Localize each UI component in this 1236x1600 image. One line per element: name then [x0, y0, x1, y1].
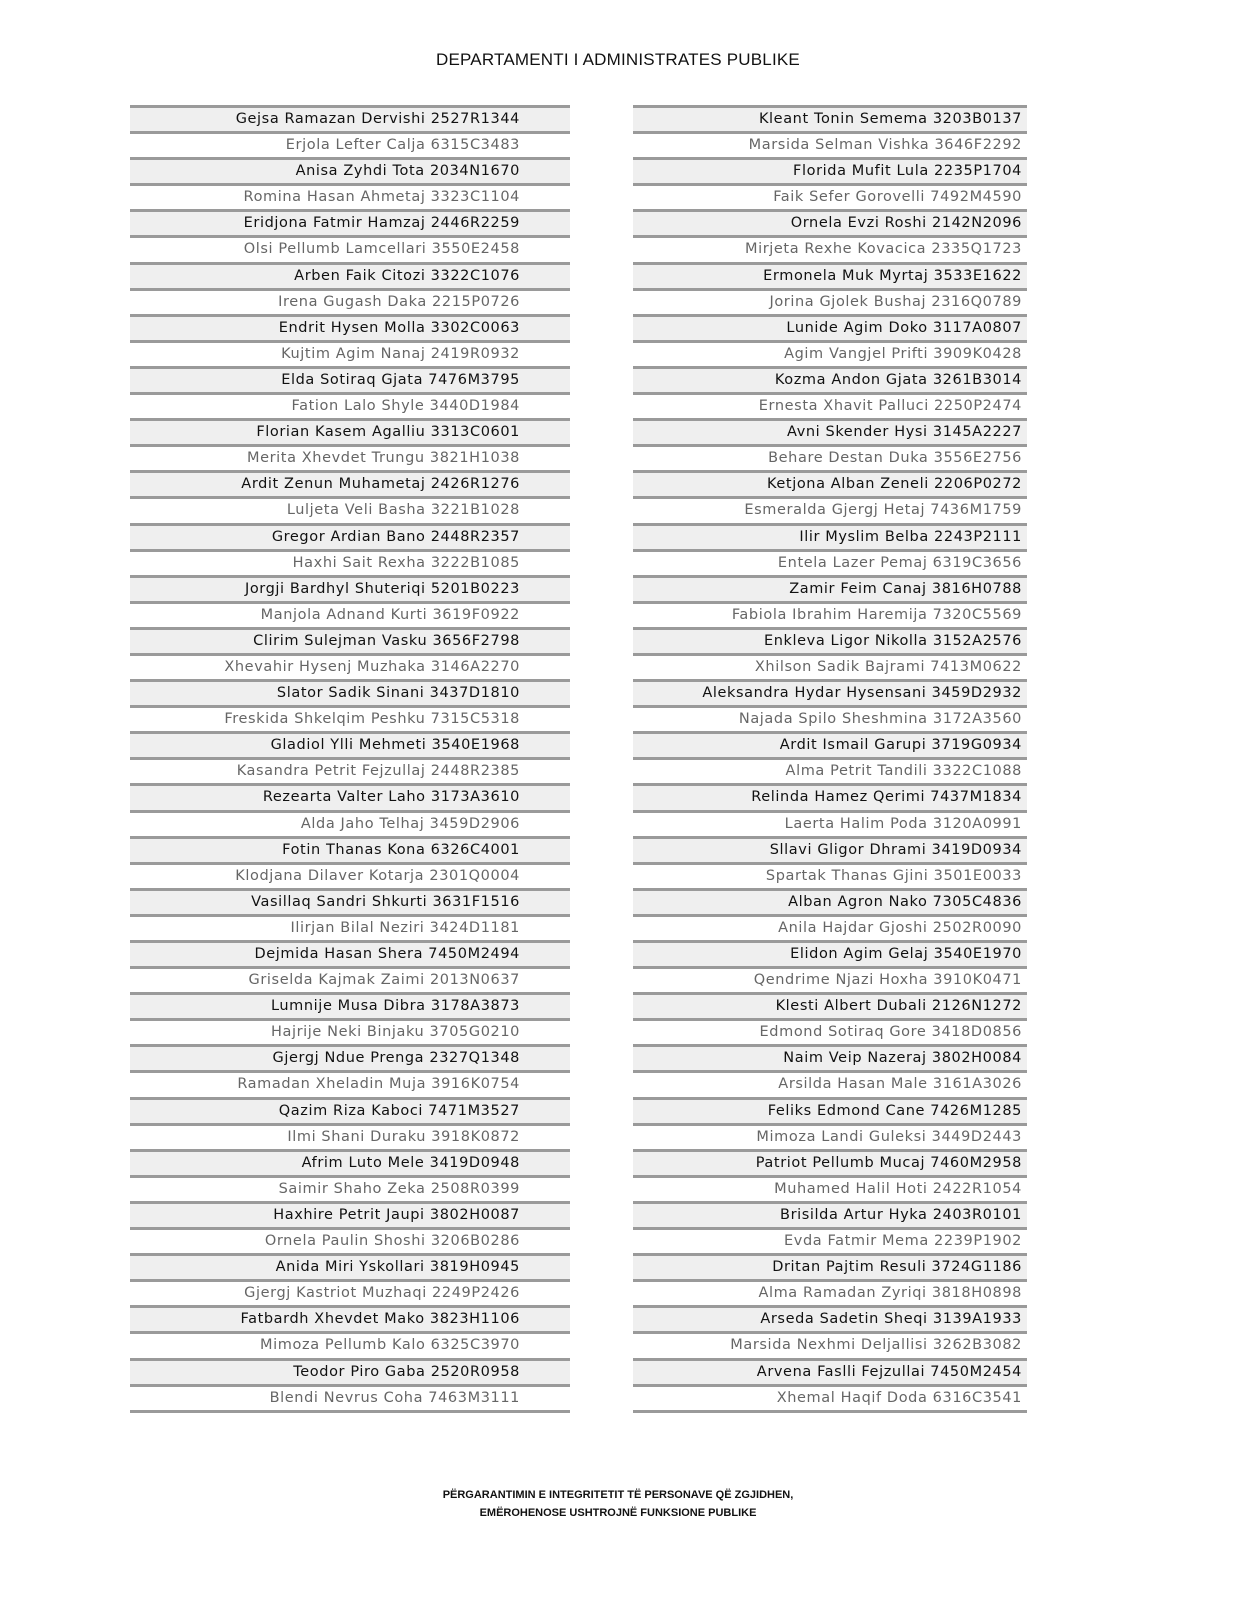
list-item: Marsida Selman Vishka 3646F2292: [633, 131, 1027, 157]
list-item: Jorina Gjolek Bushaj 2316Q0789: [633, 288, 1027, 314]
list-item: Ilir Myslim Belba 2243P2111: [633, 523, 1027, 549]
list-item: Endrit Hysen Molla 3302C0063: [130, 314, 570, 340]
list-item: Gladiol Ylli Mehmeti 3540E1968: [130, 731, 570, 757]
list-item: Behare Destan Duka 3556E2756: [633, 444, 1027, 470]
list-item: Marsida Nexhmi Deljallisi 3262B3082: [633, 1331, 1027, 1357]
list-item: Alban Agron Nako 7305C4836: [633, 888, 1027, 914]
list-item: Alma Petrit Tandili 3322C1088: [633, 757, 1027, 783]
list-item: Gjergj Kastriot Muzhaqi 2249P2426: [130, 1279, 570, 1305]
list-item: Laerta Halim Poda 3120A0991: [633, 810, 1027, 836]
list-item: Eridjona Fatmir Hamzaj 2446R2259: [130, 209, 570, 235]
list-item: Edmond Sotiraq Gore 3418D0856: [633, 1018, 1027, 1044]
list-item: Mimoza Pellumb Kalo 6325C3970: [130, 1331, 570, 1357]
list-item: Ornela Paulin Shoshi 3206B0286: [130, 1227, 570, 1253]
list-item: Muhamed Halil Hoti 2422R1054: [633, 1175, 1027, 1201]
list-item: Kasandra Petrit Fejzullaj 2448R2385: [130, 757, 570, 783]
list-item: Luljeta Veli Basha 3221B1028: [130, 496, 570, 522]
list-item: Naim Veip Nazeraj 3802H0084: [633, 1044, 1027, 1070]
list-item: Entela Lazer Pemaj 6319C3656: [633, 549, 1027, 575]
list-item: Najada Spilo Sheshmina 3172A3560: [633, 705, 1027, 731]
list-item: Qazim Riza Kaboci 7471M3527: [130, 1097, 570, 1123]
list-item: Zamir Feim Canaj 3816H0788: [633, 575, 1027, 601]
list-item: Anida Miri Yskollari 3819H0945: [130, 1253, 570, 1279]
list-item: Ketjona Alban Zeneli 2206P0272: [633, 470, 1027, 496]
list-item: Ornela Evzi Roshi 2142N2096: [633, 209, 1027, 235]
list-item: Spartak Thanas Gjini 3501E0033: [633, 862, 1027, 888]
list-item: Ernesta Xhavit Palluci 2250P2474: [633, 392, 1027, 418]
list-item: Elda Sotiraq Gjata 7476M3795: [130, 366, 570, 392]
list-item: Olsi Pellumb Lamcellari 3550E2458: [130, 235, 570, 261]
list-item: Teodor Piro Gaba 2520R0958: [130, 1358, 570, 1384]
list-item: Ilirjan Bilal Neziri 3424D1181: [130, 914, 570, 940]
list-item: Aleksandra Hydar Hysensani 3459D2932: [633, 679, 1027, 705]
list-item: Florida Mufit Lula 2235P1704: [633, 157, 1027, 183]
list-item: Haxhi Sait Rexha 3222B1085: [130, 549, 570, 575]
list-item: Avni Skender Hysi 3145A2227: [633, 418, 1027, 444]
list-item: Brisilda Artur Hyka 2403R0101: [633, 1201, 1027, 1227]
list-item: Evda Fatmir Mema 2239P1902: [633, 1227, 1027, 1253]
list-item: Fation Lalo Shyle 3440D1984: [130, 392, 570, 418]
list-item: Kujtim Agim Nanaj 2419R0932: [130, 340, 570, 366]
list-item: Arvena Faslli Fejzullai 7450M2454: [633, 1358, 1027, 1384]
footer-line-2: EMËROHENOSE USHTROJNË FUNKSIONE PUBLIKE: [479, 1507, 757, 1519]
list-item: Erjola Lefter Calja 6315C3483: [130, 131, 570, 157]
list-item: Arben Faik Citozi 3322C1076: [130, 262, 570, 288]
list-item: Florian Kasem Agalliu 3313C0601: [130, 418, 570, 444]
list-item: Merita Xhevdet Trungu 3821H1038: [130, 444, 570, 470]
list-item: Xhilson Sadik Bajrami 7413M0622: [633, 653, 1027, 679]
list-item: Esmeralda Gjergj Hetaj 7436M1759: [633, 496, 1027, 522]
list-item: Fotin Thanas Kona 6326C4001: [130, 836, 570, 862]
list-item: Mirjeta Rexhe Kovacica 2335Q1723: [633, 235, 1027, 261]
list-item: Haxhire Petrit Jaupi 3802H0087: [130, 1201, 570, 1227]
list-item: Faik Sefer Gorovelli 7492M4590: [633, 183, 1027, 209]
list-item: Kozma Andon Gjata 3261B3014: [633, 366, 1027, 392]
list-item: Fatbardh Xhevdet Mako 3823H1106: [130, 1305, 570, 1331]
names-list-right: [633, 105, 1027, 1413]
list-item: Vasillaq Sandri Shkurti 3631F1516: [130, 888, 570, 914]
list-item: Relinda Hamez Qerimi 7437M1834: [633, 783, 1027, 809]
list-item: Qendrime Njazi Hoxha 3910K0471: [633, 966, 1027, 992]
list-item: Anisa Zyhdi Tota 2034N1670: [130, 157, 570, 183]
list-item: Irena Gugash Daka 2215P0726: [130, 288, 570, 314]
list-item: Alma Ramadan Zyriqi 3818H0898: [633, 1279, 1027, 1305]
list-item: Klesti Albert Dubali 2126N1272: [633, 992, 1027, 1018]
list-item: Fabiola Ibrahim Haremija 7320C5569: [633, 601, 1027, 627]
list-item: Patriot Pellumb Mucaj 7460M2958: [633, 1149, 1027, 1175]
list-item: Arsilda Hasan Male 3161A3026: [633, 1070, 1027, 1096]
list-item: Anila Hajdar Gjoshi 2502R0090: [633, 914, 1027, 940]
divider: [633, 1410, 1027, 1413]
list-item: Griselda Kajmak Zaimi 2013N0637: [130, 966, 570, 992]
list-item: Sllavi Gligor Dhrami 3419D0934: [633, 836, 1027, 862]
names-list-left: [130, 105, 570, 1413]
list-item: Jorgji Bardhyl Shuteriqi 5201B0223: [130, 575, 570, 601]
list-item: Afrim Luto Mele 3419D0948: [130, 1149, 570, 1175]
list-item: Feliks Edmond Cane 7426M1285: [633, 1097, 1027, 1123]
divider: [130, 1410, 570, 1413]
list-item: Hajrije Neki Binjaku 3705G0210: [130, 1018, 570, 1044]
list-item: Romina Hasan Ahmetaj 3323C1104: [130, 183, 570, 209]
list-item: Saimir Shaho Zeka 2508R0399: [130, 1175, 570, 1201]
list-item: Elidon Agim Gelaj 3540E1970: [633, 940, 1027, 966]
list-item: Gejsa Ramazan Dervishi 2527R1344: [130, 105, 570, 131]
list-item: Mimoza Landi Guleksi 3449D2443: [633, 1123, 1027, 1149]
list-item: Ramadan Xheladin Muja 3916K0754: [130, 1070, 570, 1096]
list-item: Dejmida Hasan Shera 7450M2494: [130, 940, 570, 966]
list-item: Lunide Agim Doko 3117A0807: [633, 314, 1027, 340]
footer: [0, 1486, 1236, 1522]
list-item: Clirim Sulejman Vasku 3656F2798: [130, 627, 570, 653]
list-item: Lumnije Musa Dibra 3178A3873: [130, 992, 570, 1018]
list-item: Ilmi Shani Duraku 3918K0872: [130, 1123, 570, 1149]
footer-line-1: PËRGARANTIMIN E INTEGRITETIT TË PERSONAVE QË ZGJIDHEN,: [442, 1489, 794, 1501]
list-item: Freskida Shkelqim Peshku 7315C5318: [130, 705, 570, 731]
list-item: Blendi Nevrus Coha 7463M3111: [130, 1384, 570, 1410]
list-item: Agim Vangjel Prifti 3909K0428: [633, 340, 1027, 366]
list-item: Alda Jaho Telhaj 3459D2906: [130, 810, 570, 836]
list-item: Manjola Adnand Kurti 3619F0922: [130, 601, 570, 627]
page-title: DEPARTAMENTI I ADMINISTRATES PUBLIKE: [436, 50, 800, 69]
list-item: Xhevahir Hysenj Muzhaka 3146A2270: [130, 653, 570, 679]
list-item: Kleant Tonin Semema 3203B0137: [633, 105, 1027, 131]
list-item: Arseda Sadetin Sheqi 3139A1933: [633, 1305, 1027, 1331]
list-item: Ardit Zenun Muhametaj 2426R1276: [130, 470, 570, 496]
list-item: Dritan Pajtim Resuli 3724G1186: [633, 1253, 1027, 1279]
list-item: Klodjana Dilaver Kotarja 2301Q0004: [130, 862, 570, 888]
list-item: Rezearta Valter Laho 3173A3610: [130, 783, 570, 809]
list-item: Enkleva Ligor Nikolla 3152A2576: [633, 627, 1027, 653]
list-item: Slator Sadik Sinani 3437D1810: [130, 679, 570, 705]
list-item: Ermonela Muk Myrtaj 3533E1622: [633, 262, 1027, 288]
list-item: Xhemal Haqif Doda 6316C3541: [633, 1384, 1027, 1410]
list-item: Ardit Ismail Garupi 3719G0934: [633, 731, 1027, 757]
list-item: Gjergj Ndue Prenga 2327Q1348: [130, 1044, 570, 1070]
list-item: Gregor Ardian Bano 2448R2357: [130, 523, 570, 549]
